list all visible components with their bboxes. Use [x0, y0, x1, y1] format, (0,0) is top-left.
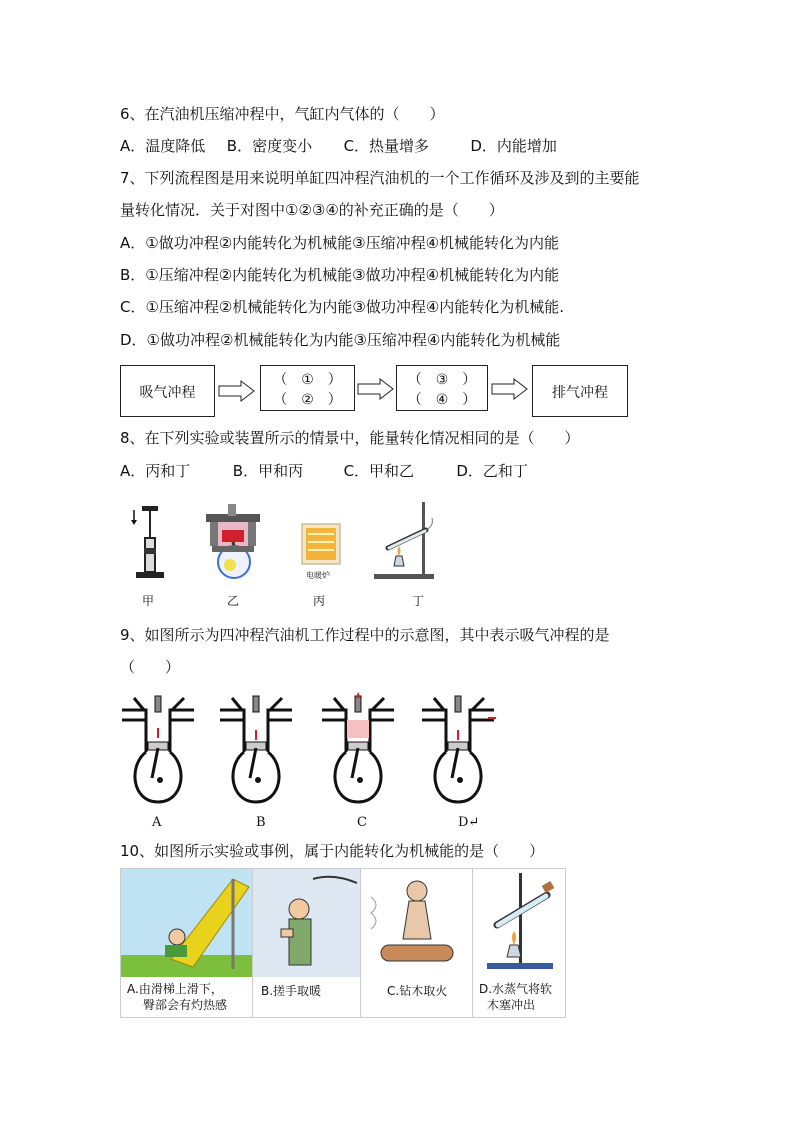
- q8-option-c: C．甲和乙: [343, 462, 415, 480]
- q8-stem: 8、在下列实验或装置所示的情景中，能量转化情况相同的是（ ）: [120, 429, 580, 447]
- flow-arrow-1: [217, 379, 257, 403]
- caption-b: B.搓手取暖: [261, 984, 322, 998]
- q7-option-c: C．①压缩冲程②机械能转化为内能③做功冲程④内能转化为机械能.: [120, 298, 565, 316]
- pump-image: [128, 498, 168, 584]
- q6-option-a: A．温度降低: [120, 137, 206, 155]
- rub-hands-illustration: [253, 869, 361, 977]
- q6-options: [120, 136, 557, 156]
- q8-option-a: A．丙和丁: [120, 462, 191, 480]
- flow-arrow-3: [490, 377, 530, 401]
- test-tube-image: [368, 500, 438, 582]
- flow-end-box: [532, 365, 628, 417]
- flow-end-label: 排气冲程: [552, 385, 608, 401]
- caption-d-line2: 木塞冲出: [487, 998, 536, 1012]
- q9-label-b: B: [256, 815, 266, 830]
- label-bing: 丙: [312, 594, 325, 608]
- flow-start-label: 吸气冲程: [139, 385, 196, 401]
- flow-box-1: [260, 365, 355, 411]
- engine-image: [200, 502, 266, 580]
- caption-c: C.钻木取火: [387, 984, 448, 998]
- q9-stem: 9、如图所示为四冲程汽油机工作过程中的示意图，其中表示吸气冲程的是: [120, 626, 610, 644]
- panel-d: [472, 868, 566, 1018]
- q6-option-d: D．内能增加: [470, 137, 557, 155]
- q9-label-a: A: [152, 815, 162, 830]
- flow-box2-top: （ ③ ）: [407, 372, 477, 388]
- caption-d-line1: D.水蒸气将软: [479, 982, 553, 996]
- q10-stem: 10、如图所示实验或事例，属于内能转化为机械能的是（ ）: [120, 842, 545, 860]
- caption-a-line2: 臀部会有灼热感: [143, 998, 228, 1012]
- flow-box1-top: （ ① ）: [273, 372, 342, 388]
- flow-box2-bottom: （ ④ ）: [407, 392, 477, 408]
- flow-start-box: [120, 365, 215, 417]
- q9-label-d: D↵: [458, 815, 480, 830]
- label-yi: 乙: [226, 594, 239, 608]
- q8-option-b: B．甲和丙: [232, 462, 304, 480]
- panel-a: [120, 868, 254, 1018]
- q7-stem-line2: 量转化情况．关于对图中①②③④的补充正确的是（ ）: [120, 201, 504, 219]
- q6-option-b: B．密度变小: [226, 137, 313, 155]
- drill-wood-illustration: [361, 869, 473, 977]
- panel-b: [252, 868, 362, 1018]
- q7-stem-line1: 7、下列流程图是用来说明单缸四冲程汽油机的一个工作循环及涉及到的主要能: [120, 169, 640, 187]
- label-jia: 甲: [141, 594, 154, 608]
- q8-option-d: D．乙和丁: [456, 462, 528, 480]
- caption-a-line1: A.由滑梯上滑下，: [127, 982, 223, 996]
- label-ding: 丁: [411, 594, 424, 608]
- q9-label-c: C: [357, 815, 367, 830]
- q9-stem-line2: （ ）: [120, 658, 181, 676]
- steam-cork-illustration: [473, 869, 565, 977]
- q7-option-b: B．①压缩冲程②内能转化为机械能③做功冲程④机械能转化为内能: [120, 266, 560, 284]
- q7-option-d: D．①做功冲程②机械能转化为内能③压缩冲程④内能转化为机械能: [120, 331, 561, 349]
- q7-flowchart: [120, 365, 630, 417]
- engine-strokes-diagram: [118, 690, 498, 810]
- q6-option-c: C．热量增多: [343, 137, 430, 155]
- q6-stem: 6、在汽油机压缩冲程中，气缸内气体的（ ）: [120, 105, 445, 123]
- slide-illustration: [121, 869, 253, 977]
- q8-options: [120, 461, 528, 481]
- flow-arrow-2: [356, 377, 396, 401]
- panel-c: [360, 868, 474, 1018]
- flow-box-2: [396, 365, 488, 411]
- q7-option-a: A．①做功冲程②内能转化为机械能③压缩冲程④机械能转化为内能: [120, 234, 560, 252]
- flow-box1-bottom: （ ② ）: [273, 392, 342, 408]
- heater-text: 电暖炉: [306, 571, 330, 580]
